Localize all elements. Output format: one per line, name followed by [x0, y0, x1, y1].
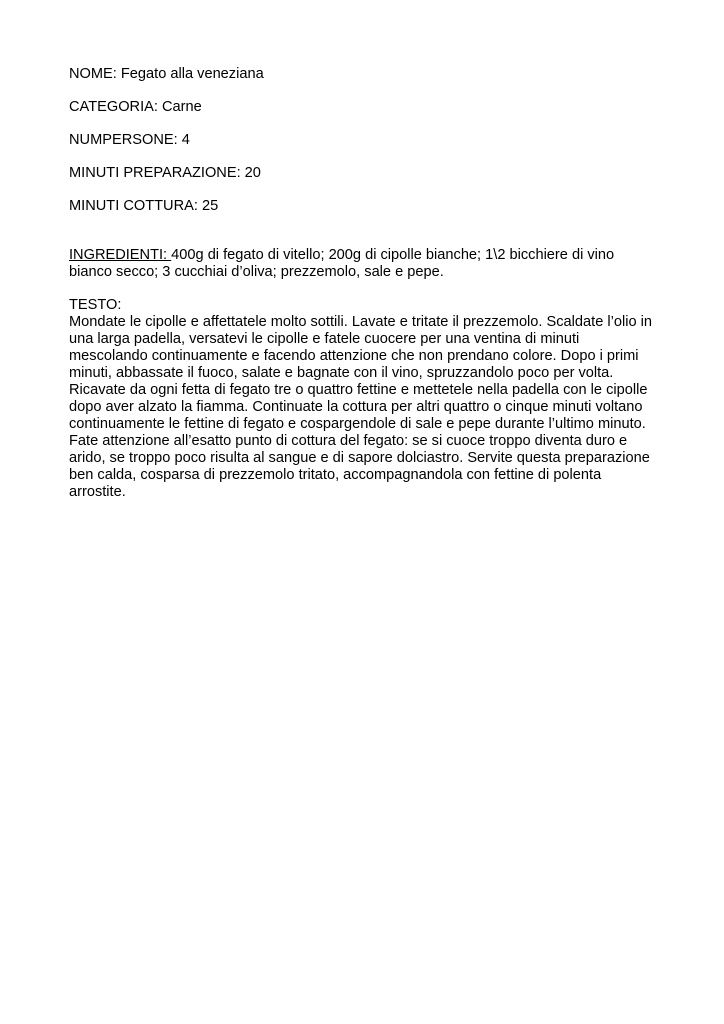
instructions-label: TESTO: [69, 297, 122, 313]
document-page [69, 66, 659, 501]
ingredients-paragraph [69, 247, 659, 281]
recipe-prep-time: MINUTI PREPARAZIONE: 20 [69, 165, 261, 181]
recipe-name: NOME: Fegato alla veneziana [69, 66, 264, 82]
ingredients-label: INGREDIENTI: [69, 247, 172, 263]
recipe-cook-time: MINUTI COTTURA: 25 [69, 198, 219, 214]
instructions-text: Mondate le cipolle e affettatele molto sottili. Lavate e tritate il prezzemolo. Scaldate l’olio in una larga padella, versatevi le cipolle e fatele cuocere per una ventina di minuti mescolando continuamente e facendo attenzione che non prendano colore. Dopo i primi minuti, abbassate il fuoco, salate e bagnate con il vino, spruzzandolo poco per volta. Ricavate da ogni fetta di fegato tre o quattro fettine e mettetele nella padella con le cipolle dopo aver alzato la fiamma. Continuate la cottura per altri quattro o cinque minuti voltano continuamente le fettine di fegato e cospargendole di sale e pepe durante l’ultimo minuto. Fate attenzione all’esatto punto di cottura del fegato: se si cuoce troppo diventa duro e arido, se troppo poco risulta al sangue e di sapore dolciastro. Servite questa preparazione ben calda, cosparsa di prezzemolo tritato, accompagnandola con fettine di polenta arrostite. [69, 314, 652, 500]
recipe-category: CATEGORIA: Carne [69, 99, 202, 115]
recipe-servings: NUMPERSONE: 4 [69, 132, 190, 148]
ingredients-text: 400g di fegato di vitello; 200g di cipolle bianche; 1\2 bicchiere di vino bianco secco; 3 cucchiai d’oliva; prezzemolo, sale e pepe. [69, 247, 615, 280]
